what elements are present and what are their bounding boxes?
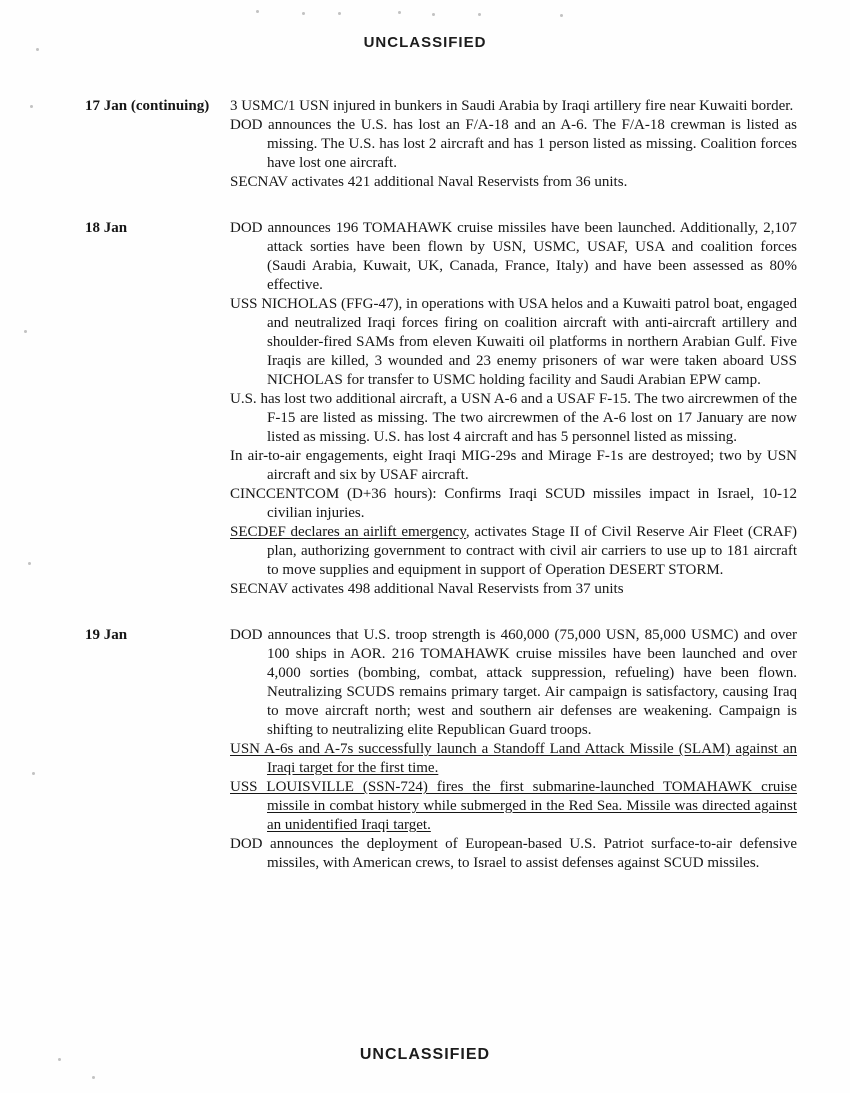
entry-text: DOD announces the U.S. has lost an F/A-18 and an A-6. The F/A-18 crewman is listed as missing. The U.S. has lost 2 aircraft and has 1 person listed as missing. Coalition forces have lost one aircraft. [230,117,797,171]
entry-text: USS LOUISVILLE (SSN-724) fires the first submarine-launched TOMAHAWK cruise missile in combat history while submerged in the Red Sea. Missile was directed against an unidentified Iraqi target. [230,779,797,833]
timeline-entry [230,295,797,390]
entry-list [230,626,797,873]
classification-header: UNCLASSIFIED [363,34,487,51]
entry-text: USS NICHOLAS (FFG-47), in operations with USA helos and a Kuwaiti patrol boat, engaged and neutralized Iraqi forces firing on coalition aircraft with anti-aircraft artillery and shoulder-fired SAMs from eleven Kuwaiti oil platforms in northern Arabian Gulf. Five Iraqis are killed, 3 wounded and 23 enemy prisoners of war were taken aboard USS NICHOLAS for transfer to USMC holding facility and Saudi Arabian EPW camp. [230,296,797,388]
scan-artifact [432,13,435,16]
entry-text: 3 USMC/1 USN injured in bunkers in Saudi Arabia by Iraqi artillery fire near Kuwaiti border. [230,98,794,114]
timeline-entry [230,740,797,778]
timeline-entry [230,778,797,835]
scan-artifact [302,12,305,15]
timeline-entry [230,219,797,295]
entry-list [230,219,797,599]
scan-artifact [28,562,31,565]
entry-text: CINCCENTCOM (D+36 hours): Confirms Iraqi SCUD missiles impact in Israel, 10-12 civilian injuries. [230,486,797,521]
entry-text: SECNAV activates 421 additional Naval Reservists from 36 units. [230,174,628,190]
timeline-entry [230,626,797,740]
entry-text: DOD announces that U.S. troop strength is 460,000 (75,000 USN, 85,000 USMC) and over 100 ships in AOR. 216 TOMAHAWK cruise missiles have been launched and over 4,000 sorties (bombing, combat, attack suppression, refueling) have been flown. Neutralizing SCUDS remains primary target. Air campaign is satisfactory, causing Iraq to move aircraft north; west and southern air defenses are weakening. Campaign is shifting to neutralizing elite Republican Guard troops. [230,627,797,738]
timeline-entry [230,116,797,173]
scan-artifact [92,1076,95,1079]
date-label: 17 Jan (continuing) [85,98,210,114]
entry-list [230,97,797,192]
timeline-section [85,219,797,599]
scan-artifact [560,14,563,17]
entry-text: DOD announces 196 TOMAHAWK cruise missiles have been launched. Additionally, 2,107 attack sorties have been flown by USN, USMC, USAF, USA and coalition forces (Saudi Arabia, Kuwait, UK, Canada, France, Italy) and have been assessed as 80% effective. [230,220,797,293]
date-label: 19 Jan [85,627,128,643]
timeline-section [85,97,797,192]
entry-text: In air-to-air engagements, eight Iraqi MIG-29s and Mirage F-1s are destroyed; two by USN aircraft and six by USAF aircraft. [230,448,797,483]
scan-artifact [478,13,481,16]
scan-artifact [338,12,341,15]
scan-artifact [30,105,33,108]
timeline-entry [230,97,797,116]
timeline-entry [230,580,797,599]
scan-artifact [256,10,259,13]
timeline-entry [230,523,797,580]
timeline-entry [230,485,797,523]
scan-artifact [32,772,35,775]
entry-text: SECDEF declares an airlift emergency [230,524,466,540]
timeline-entry [230,173,797,192]
date-label: 18 Jan [85,220,128,236]
timeline-entry [230,447,797,485]
entry-text: USN A-6s and A-7s successfully launch a Standoff Land Attack Missile (SLAM) against an Iraqi target for the first time. [230,741,797,776]
entry-text: , activates Stage II of Civil Reserve Air Fleet (CRAF) plan, authorizing government to contract with civil air carriers to use up to 181 aircraft to move supplies and equipment in support of Operation DESERT STORM. [267,524,797,578]
timeline-entry [230,835,797,873]
timeline-section [85,626,797,873]
scan-artifact [398,11,401,14]
scan-artifact [24,330,27,333]
entry-text: U.S. has lost two additional aircraft, a USN A-6 and a USAF F-15. The two aircrewmen of the F-15 are listed as missing. The two aircrewmen of the A-6 lost on 17 January are now listed as missing. U.S. has lost 4 aircraft and has 5 personnel listed as missing. [230,391,797,445]
entry-text: SECNAV activates 498 additional Naval Reservists from 37 units [230,581,624,597]
classification-footer: UNCLASSIFIED [359,1046,491,1063]
timeline [85,97,797,900]
timeline-entry [230,390,797,447]
entry-text: DOD announces the deployment of European-based U.S. Patriot surface-to-air defensive missiles, with American crews, to Israel to assist defenses against SCUD missiles. [230,836,797,871]
